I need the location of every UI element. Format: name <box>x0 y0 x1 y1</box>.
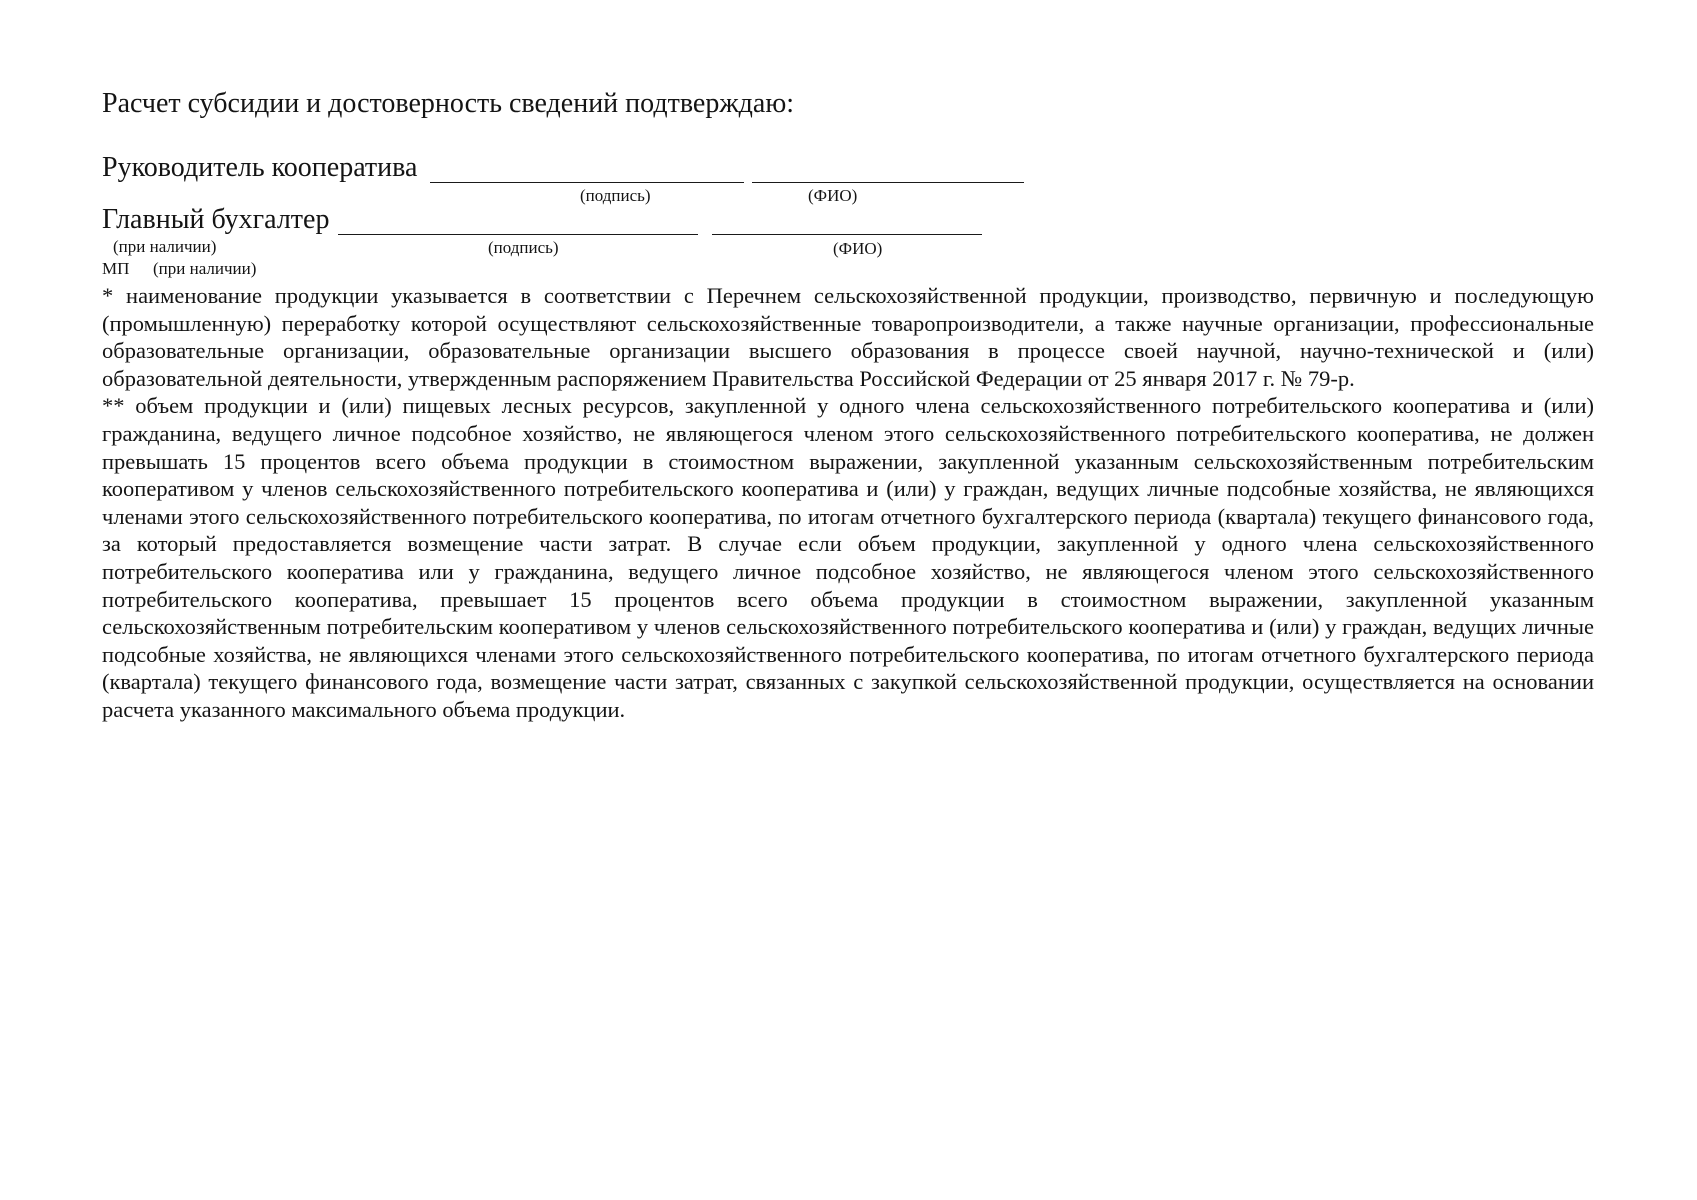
seal-label: МП <box>102 259 130 278</box>
head-name-line <box>752 182 1024 183</box>
accountant-signature-line <box>338 234 698 235</box>
accountant-name-line <box>712 234 982 235</box>
footnotes <box>102 282 1594 724</box>
accountant-label: Главный бухгалтер <box>102 204 330 235</box>
head-name-caption: (ФИО) <box>808 186 858 205</box>
footnote-volume-limit: ** объем продукции и (или) пищевых лесных ресурсов, закупленной у одного члена сельскохозяйственного потребительского кооператива и (или) гражданина, ведущего личное подсобное хозяйство, не являющегося членом этого сельскохозяйственного потребительского кооператива, не должен превышать 15 процентов всего объема продукции в стоимостном выражении, закупленной указанным сельскохозяйственным потребительским кооперативом у членов сельскохозяйственного потребительского кооператива и (или) у граждан, ведущих личные подсобные хозяйства, не являющихся членами этого сельскохозяйственного потребительского кооператива, по итогам отчетного бухгалтерского периода (квартала) текущего финансового года, за который предоставляется возмещение части затрат. В случае если объем продукции, закупленной у одного члена сельскохозяйственного потребительского кооператива или у гражданина, ведущего личное подсобное хозяйство, не являющегося членом этого сельскохозяйственного потребительского кооператива, превышает 15 процентов всего объема продукции в стоимостном выражении, закупленной указанным сельскохозяйственным потребительским кооперативом у членов сельскохозяйственного потребительского кооператива и (или) у граждан, ведущих личные подсобные хозяйства, не являющихся членами этого сельскохозяйственного потребительского кооператива, по итогам отчетного бухгалтерского периода (квартала) текущего финансового года, возмещение части затрат, связанных с закупкой сельскохозяйственной продукции, осуществляется на основании расчета указанного максимального объема продукции. <box>102 393 1594 722</box>
head-signature-caption: (подпись) <box>580 186 651 205</box>
head-signature-line <box>430 182 744 183</box>
accountant-availability-caption: (при наличии) <box>113 237 217 256</box>
accountant-signature-caption: (подпись) <box>488 238 559 257</box>
confirmation-title: Расчет субсидии и достоверность сведений подтверждаю: <box>102 88 795 119</box>
seal-caption: (при наличии) <box>153 259 257 278</box>
accountant-name-caption: (ФИО) <box>833 239 883 258</box>
footnote-product-name: * наименование продукции указывается в соответствии с Перечнем сельскохозяйственной продукции, производство, первичную и последующую (промышленную) переработку которой осуществляют сельскохозяйственные товаропроизводители, а также научные организации, профессиональные образовательные организации, образовательные организации высшего образования в процессе своей научной, научно-технической и (или) образовательной деятельности, утвержденным распоряжением Правительства Российской Федерации от 25 января 2017 г. № 79-р. <box>102 283 1594 391</box>
head-label: Руководитель кооператива <box>102 152 418 183</box>
